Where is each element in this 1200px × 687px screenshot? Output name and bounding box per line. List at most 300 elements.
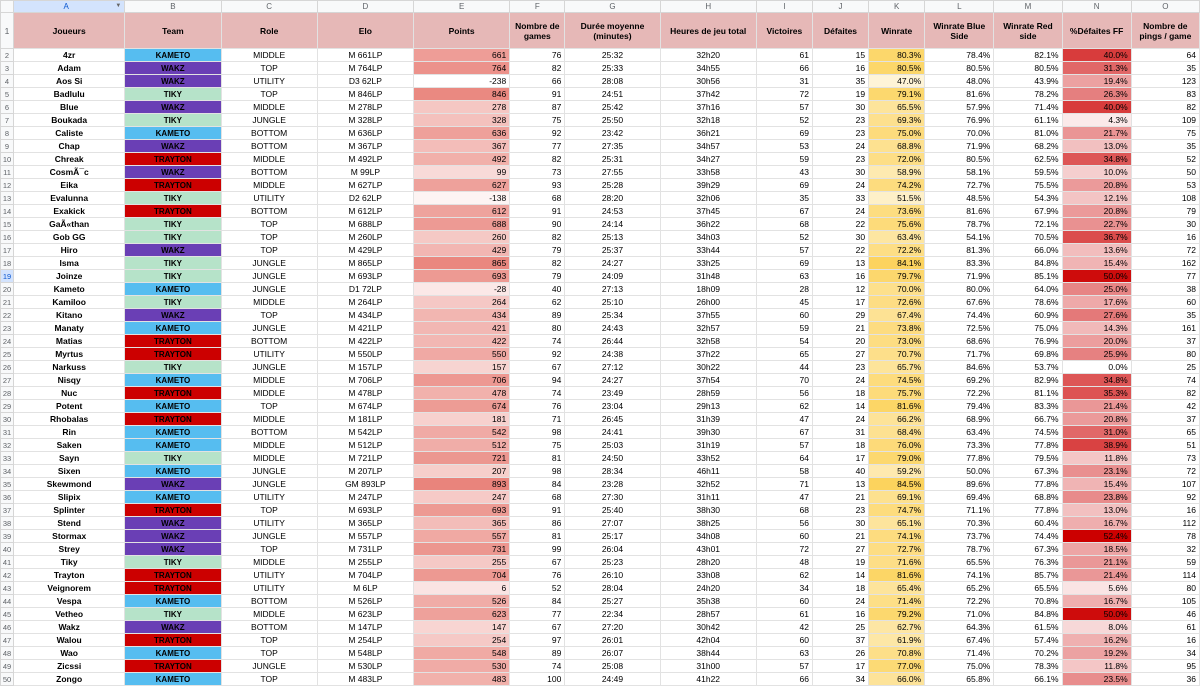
points-cell[interactable]: 764 [414,62,510,75]
role-cell[interactable]: TOP [221,231,317,244]
row-number[interactable]: 20 [1,283,14,296]
pings-cell[interactable]: 60 [1131,296,1199,309]
losses-cell[interactable]: 24 [812,595,868,608]
elo-cell[interactable]: M 557LP [317,530,413,543]
ff-losses-cell[interactable]: 23.5% [1062,673,1131,686]
player-name[interactable]: Saken [14,439,125,452]
avg-duration-cell[interactable]: 27:35 [565,140,660,153]
elo-cell[interactable]: M 421LP [317,322,413,335]
player-name[interactable]: Zicssi [14,660,125,673]
team-cell[interactable]: KAMETO [125,673,221,686]
ff-losses-cell[interactable]: 0.0% [1062,361,1131,374]
elo-cell[interactable]: GM 893LP [317,478,413,491]
winrate-red-cell[interactable]: 76.3% [994,556,1062,569]
elo-cell[interactable]: M 623LP [317,608,413,621]
avg-duration-cell[interactable]: 25:23 [565,556,660,569]
avg-duration-cell[interactable]: 25:42 [565,101,660,114]
losses-cell[interactable]: 21 [812,491,868,504]
winrate-cell[interactable]: 61.9% [869,634,925,647]
winrate-cell[interactable]: 72.0% [869,153,925,166]
role-cell[interactable]: TOP [221,309,317,322]
total-hours-cell[interactable]: 28h57 [660,608,756,621]
winrate-blue-cell[interactable]: 75.0% [925,660,994,673]
role-cell[interactable]: MIDDLE [221,556,317,569]
column-letter-m[interactable] [994,1,1062,13]
wins-cell[interactable]: 71 [756,478,812,491]
team-cell[interactable]: KAMETO [125,439,221,452]
row-number[interactable]: 2 [1,49,14,62]
total-hours-cell[interactable]: 37h22 [660,348,756,361]
losses-cell[interactable]: 23 [812,114,868,127]
losses-cell[interactable]: 40 [812,465,868,478]
games-cell[interactable]: 68 [510,192,565,205]
role-cell[interactable]: MIDDLE [221,101,317,114]
games-cell[interactable]: 75 [510,439,565,452]
row-number[interactable]: 32 [1,439,14,452]
winrate-blue-cell[interactable]: 65.2% [925,582,994,595]
ff-losses-cell[interactable]: 26.3% [1062,88,1131,101]
player-name[interactable]: Tiky [14,556,125,569]
winrate-blue-cell[interactable]: 80.5% [925,62,994,75]
winrate-red-cell[interactable]: 78.2% [994,88,1062,101]
winrate-red-cell[interactable]: 54.3% [994,192,1062,205]
winrate-red-cell[interactable]: 71.4% [994,101,1062,114]
games-cell[interactable]: 81 [510,530,565,543]
total-hours-cell[interactable]: 34h57 [660,140,756,153]
total-hours-cell[interactable]: 31h19 [660,439,756,452]
avg-duration-cell[interactable]: 28:04 [565,582,660,595]
pings-cell[interactable]: 72 [1131,465,1199,478]
elo-cell[interactable]: M 99LP [317,166,413,179]
elo-cell[interactable]: M 865LP [317,257,413,270]
column-header[interactable]: Team [125,13,221,49]
total-hours-cell[interactable]: 36h22 [660,218,756,231]
points-cell[interactable]: 688 [414,218,510,231]
winrate-blue-cell[interactable]: 83.3% [925,257,994,270]
winrate-cell[interactable]: 79.7% [869,270,925,283]
row-number[interactable]: 50 [1,673,14,686]
total-hours-cell[interactable]: 39h29 [660,179,756,192]
pings-cell[interactable]: 114 [1131,569,1199,582]
ff-losses-cell[interactable]: 40.0% [1062,101,1131,114]
row-number[interactable]: 17 [1,244,14,257]
role-cell[interactable]: JUNGLE [221,478,317,491]
winrate-blue-cell[interactable]: 58.1% [925,166,994,179]
team-cell[interactable]: TRAYTON [125,335,221,348]
role-cell[interactable]: UTILITY [221,75,317,88]
total-hours-cell[interactable]: 29h13 [660,400,756,413]
player-name[interactable]: Wakz [14,621,125,634]
row-number[interactable]: 42 [1,569,14,582]
ff-losses-cell[interactable]: 21.1% [1062,556,1131,569]
points-cell[interactable]: 99 [414,166,510,179]
avg-duration-cell[interactable]: 27:30 [565,491,660,504]
avg-duration-cell[interactable]: 23:28 [565,478,660,491]
elo-cell[interactable]: M 548LP [317,647,413,660]
player-name[interactable]: Nuc [14,387,125,400]
row-number[interactable]: 44 [1,595,14,608]
player-name[interactable]: Potent [14,400,125,413]
games-cell[interactable]: 77 [510,608,565,621]
winrate-blue-cell[interactable]: 69.2% [925,374,994,387]
team-cell[interactable]: KAMETO [125,374,221,387]
column-letter-l[interactable] [925,1,994,13]
elo-cell[interactable]: M 492LP [317,153,413,166]
games-cell[interactable]: 74 [510,335,565,348]
winrate-blue-cell[interactable]: 72.2% [925,387,994,400]
avg-duration-cell[interactable]: 25:50 [565,114,660,127]
elo-cell[interactable]: M 693LP [317,270,413,283]
wins-cell[interactable]: 65 [756,348,812,361]
ff-losses-cell[interactable]: 25.9% [1062,348,1131,361]
role-cell[interactable]: UTILITY [221,348,317,361]
games-cell[interactable]: 84 [510,478,565,491]
winrate-red-cell[interactable]: 79.5% [994,452,1062,465]
avg-duration-cell[interactable]: 24:53 [565,205,660,218]
avg-duration-cell[interactable]: 25:28 [565,179,660,192]
elo-cell[interactable]: M 6LP [317,582,413,595]
role-cell[interactable]: MIDDLE [221,439,317,452]
wins-cell[interactable]: 52 [756,114,812,127]
points-cell[interactable]: 627 [414,179,510,192]
winrate-blue-cell[interactable]: 68.6% [925,335,994,348]
team-cell[interactable]: TRAYTON [125,582,221,595]
pings-cell[interactable]: 64 [1131,49,1199,62]
points-cell[interactable]: 846 [414,88,510,101]
total-hours-cell[interactable]: 34h08 [660,530,756,543]
winrate-blue-cell[interactable]: 65.8% [925,673,994,686]
points-cell[interactable]: 674 [414,400,510,413]
role-cell[interactable]: MIDDLE [221,374,317,387]
column-header[interactable]: Elo [317,13,413,49]
role-cell[interactable]: MIDDLE [221,608,317,621]
winrate-blue-cell[interactable]: 79.4% [925,400,994,413]
points-cell[interactable]: 492 [414,153,510,166]
winrate-blue-cell[interactable]: 78.7% [925,543,994,556]
team-cell[interactable]: TIKY [125,257,221,270]
games-cell[interactable]: 81 [510,452,565,465]
player-name[interactable]: Slipix [14,491,125,504]
elo-cell[interactable]: M 478LP [317,387,413,400]
player-name[interactable]: Isma [14,257,125,270]
total-hours-cell[interactable]: 31h39 [660,413,756,426]
winrate-cell[interactable]: 75.6% [869,218,925,231]
winrate-red-cell[interactable]: 61.5% [994,621,1062,634]
games-cell[interactable]: 82 [510,231,565,244]
points-cell[interactable]: 693 [414,270,510,283]
wins-cell[interactable]: 62 [756,400,812,413]
games-cell[interactable]: 80 [510,322,565,335]
wins-cell[interactable]: 45 [756,296,812,309]
row-number[interactable]: 40 [1,543,14,556]
points-cell[interactable]: 421 [414,322,510,335]
winrate-blue-cell[interactable]: 80.0% [925,283,994,296]
losses-cell[interactable]: 24 [812,140,868,153]
team-cell[interactable]: KAMETO [125,426,221,439]
pings-cell[interactable]: 61 [1131,621,1199,634]
losses-cell[interactable]: 23 [812,153,868,166]
ff-losses-cell[interactable]: 23.8% [1062,491,1131,504]
elo-cell[interactable]: M 846LP [317,88,413,101]
role-cell[interactable]: MIDDLE [221,296,317,309]
games-cell[interactable]: 92 [510,348,565,361]
total-hours-cell[interactable]: 30h22 [660,361,756,374]
pings-cell[interactable]: 80 [1131,348,1199,361]
winrate-red-cell[interactable]: 85.1% [994,270,1062,283]
losses-cell[interactable]: 24 [812,205,868,218]
winrate-red-cell[interactable]: 74.4% [994,530,1062,543]
winrate-red-cell[interactable]: 68.2% [994,140,1062,153]
games-cell[interactable]: 94 [510,374,565,387]
elo-cell[interactable]: M 764LP [317,62,413,75]
avg-duration-cell[interactable]: 22:34 [565,608,660,621]
pings-cell[interactable]: 78 [1131,530,1199,543]
team-cell[interactable]: TIKY [125,270,221,283]
points-cell[interactable]: 512 [414,439,510,452]
pings-cell[interactable]: 109 [1131,114,1199,127]
winrate-red-cell[interactable]: 72.1% [994,218,1062,231]
role-cell[interactable]: TOP [221,244,317,257]
elo-cell[interactable]: M 254LP [317,634,413,647]
winrate-cell[interactable]: 81.6% [869,400,925,413]
points-cell[interactable]: 693 [414,504,510,517]
points-cell[interactable]: 247 [414,491,510,504]
row-number[interactable]: 6 [1,101,14,114]
wins-cell[interactable]: 66 [756,62,812,75]
avg-duration-cell[interactable]: 25:10 [565,296,660,309]
games-cell[interactable]: 86 [510,517,565,530]
wins-cell[interactable]: 64 [756,452,812,465]
wins-cell[interactable]: 48 [756,556,812,569]
total-hours-cell[interactable]: 31h48 [660,270,756,283]
total-hours-cell[interactable]: 39h30 [660,426,756,439]
player-name[interactable]: Badlulu [14,88,125,101]
winrate-blue-cell[interactable]: 48.5% [925,192,994,205]
column-letter-k[interactable] [869,1,925,13]
games-cell[interactable]: 76 [510,49,565,62]
row-number[interactable]: 28 [1,387,14,400]
winrate-red-cell[interactable]: 84.8% [994,608,1062,621]
points-cell[interactable]: 434 [414,309,510,322]
elo-cell[interactable]: M 260LP [317,231,413,244]
games-cell[interactable]: 74 [510,660,565,673]
winrate-blue-cell[interactable]: 70.3% [925,517,994,530]
player-name[interactable]: Aos Si [14,75,125,88]
losses-cell[interactable]: 30 [812,517,868,530]
elo-cell[interactable]: M 688LP [317,218,413,231]
winrate-blue-cell[interactable]: 72.5% [925,322,994,335]
winrate-cell[interactable]: 51.5% [869,192,925,205]
games-cell[interactable]: 98 [510,465,565,478]
winrate-cell[interactable]: 73.0% [869,335,925,348]
winrate-red-cell[interactable]: 64.0% [994,283,1062,296]
elo-cell[interactable]: M 526LP [317,595,413,608]
row-number[interactable]: 27 [1,374,14,387]
winrate-cell[interactable]: 74.7% [869,504,925,517]
winrate-blue-cell[interactable]: 71.1% [925,504,994,517]
team-cell[interactable]: KAMETO [125,465,221,478]
role-cell[interactable]: MIDDLE [221,413,317,426]
avg-duration-cell[interactable]: 27:55 [565,166,660,179]
points-cell[interactable]: 207 [414,465,510,478]
wins-cell[interactable]: 61 [756,49,812,62]
team-cell[interactable]: TRAYTON [125,348,221,361]
player-name[interactable]: Splinter [14,504,125,517]
player-name[interactable]: Rhobalas [14,413,125,426]
winrate-blue-cell[interactable]: 73.7% [925,530,994,543]
points-cell[interactable]: 181 [414,413,510,426]
losses-cell[interactable]: 34 [812,673,868,686]
row-number[interactable]: 47 [1,634,14,647]
player-name[interactable]: CosmÃ¯c [14,166,125,179]
losses-cell[interactable]: 23 [812,361,868,374]
losses-cell[interactable]: 14 [812,400,868,413]
role-cell[interactable]: TOP [221,88,317,101]
elo-cell[interactable]: D1 72LP [317,283,413,296]
games-cell[interactable]: 100 [510,673,565,686]
games-cell[interactable]: 73 [510,166,565,179]
total-hours-cell[interactable]: 38h25 [660,517,756,530]
losses-cell[interactable]: 21 [812,322,868,335]
player-name[interactable]: Eika [14,179,125,192]
player-name[interactable]: Vetheo [14,608,125,621]
total-hours-cell[interactable]: 37h42 [660,88,756,101]
elo-cell[interactable]: M 542LP [317,426,413,439]
pings-cell[interactable]: 16 [1131,504,1199,517]
games-cell[interactable]: 98 [510,426,565,439]
player-name[interactable]: Stormax [14,530,125,543]
player-name[interactable]: Joinze [14,270,125,283]
wins-cell[interactable]: 47 [756,413,812,426]
total-hours-cell[interactable]: 36h21 [660,127,756,140]
column-header[interactable]: Nombre de games [510,13,565,49]
losses-cell[interactable]: 12 [812,283,868,296]
winrate-cell[interactable]: 71.4% [869,595,925,608]
winrate-cell[interactable]: 75.0% [869,127,925,140]
winrate-blue-cell[interactable]: 71.9% [925,140,994,153]
avg-duration-cell[interactable]: 23:49 [565,387,660,400]
total-hours-cell[interactable]: 37h45 [660,205,756,218]
wins-cell[interactable]: 56 [756,387,812,400]
pings-cell[interactable]: 83 [1131,88,1199,101]
team-cell[interactable]: TIKY [125,218,221,231]
wins-cell[interactable]: 57 [756,244,812,257]
row-number[interactable]: 49 [1,660,14,673]
losses-cell[interactable]: 37 [812,634,868,647]
wins-cell[interactable]: 69 [756,127,812,140]
column-menu-chevron-icon[interactable]: ▼ [115,3,122,9]
points-cell[interactable]: 731 [414,543,510,556]
winrate-cell[interactable]: 74.1% [869,530,925,543]
winrate-cell[interactable]: 69.1% [869,491,925,504]
role-cell[interactable]: MIDDLE [221,49,317,62]
winrate-blue-cell[interactable]: 71.9% [925,270,994,283]
games-cell[interactable]: 97 [510,634,565,647]
wins-cell[interactable]: 34 [756,582,812,595]
wins-cell[interactable]: 72 [756,543,812,556]
team-cell[interactable]: WAKZ [125,621,221,634]
ff-losses-cell[interactable]: 16.7% [1062,595,1131,608]
row-number[interactable]: 37 [1,504,14,517]
ff-losses-cell[interactable]: 12.1% [1062,192,1131,205]
ff-losses-cell[interactable]: 34.8% [1062,374,1131,387]
wins-cell[interactable]: 52 [756,231,812,244]
avg-duration-cell[interactable]: 24:51 [565,88,660,101]
points-cell[interactable]: 893 [414,478,510,491]
pings-cell[interactable]: 112 [1131,517,1199,530]
row-number[interactable]: 30 [1,413,14,426]
ff-losses-cell[interactable]: 31.0% [1062,426,1131,439]
elo-cell[interactable]: M 721LP [317,452,413,465]
avg-duration-cell[interactable]: 24:27 [565,374,660,387]
games-cell[interactable]: 92 [510,127,565,140]
elo-cell[interactable]: M 255LP [317,556,413,569]
ff-losses-cell[interactable]: 13.0% [1062,504,1131,517]
column-header[interactable]: Winrate Red side [994,13,1062,49]
role-cell[interactable]: MIDDLE [221,179,317,192]
total-hours-cell[interactable]: 32h57 [660,322,756,335]
losses-cell[interactable]: 22 [812,244,868,257]
avg-duration-cell[interactable]: 27:12 [565,361,660,374]
total-hours-cell[interactable]: 42h04 [660,634,756,647]
total-hours-cell[interactable]: 18h09 [660,283,756,296]
winrate-red-cell[interactable]: 78.3% [994,660,1062,673]
wins-cell[interactable]: 57 [756,660,812,673]
player-name[interactable]: Trayton [14,569,125,582]
column-letter-o[interactable] [1131,1,1199,13]
winrate-red-cell[interactable]: 81.0% [994,127,1062,140]
pings-cell[interactable]: 30 [1131,218,1199,231]
total-hours-cell[interactable]: 26h00 [660,296,756,309]
elo-cell[interactable]: M 422LP [317,335,413,348]
games-cell[interactable]: 93 [510,179,565,192]
losses-cell[interactable]: 31 [812,426,868,439]
elo-cell[interactable]: M 328LP [317,114,413,127]
winrate-cell[interactable]: 66.2% [869,413,925,426]
wins-cell[interactable]: 60 [756,530,812,543]
points-cell[interactable]: 255 [414,556,510,569]
winrate-red-cell[interactable]: 84.8% [994,257,1062,270]
winrate-blue-cell[interactable]: 71.7% [925,348,994,361]
column-header[interactable]: Défaites [812,13,868,49]
pings-cell[interactable]: 82 [1131,101,1199,114]
team-cell[interactable]: TRAYTON [125,205,221,218]
total-hours-cell[interactable]: 35h38 [660,595,756,608]
avg-duration-cell[interactable]: 24:27 [565,257,660,270]
ff-losses-cell[interactable]: 19.2% [1062,647,1131,660]
team-cell[interactable]: WAKZ [125,478,221,491]
elo-cell[interactable]: M 661LP [317,49,413,62]
winrate-cell[interactable]: 66.0% [869,673,925,686]
winrate-cell[interactable]: 65.4% [869,582,925,595]
player-name[interactable]: Caliste [14,127,125,140]
losses-cell[interactable]: 18 [812,387,868,400]
total-hours-cell[interactable]: 33h25 [660,257,756,270]
points-cell[interactable]: 706 [414,374,510,387]
total-hours-cell[interactable]: 30h42 [660,621,756,634]
role-cell[interactable]: BOTTOM [221,595,317,608]
losses-cell[interactable]: 33 [812,192,868,205]
role-cell[interactable]: BOTTOM [221,426,317,439]
role-cell[interactable]: JUNGLE [221,361,317,374]
role-cell[interactable]: JUNGLE [221,270,317,283]
avg-duration-cell[interactable]: 24:49 [565,673,660,686]
games-cell[interactable]: 66 [510,75,565,88]
elo-cell[interactable]: M 157LP [317,361,413,374]
winrate-cell[interactable]: 69.3% [869,114,925,127]
row-number[interactable]: 8 [1,127,14,140]
winrate-cell[interactable]: 84.5% [869,478,925,491]
